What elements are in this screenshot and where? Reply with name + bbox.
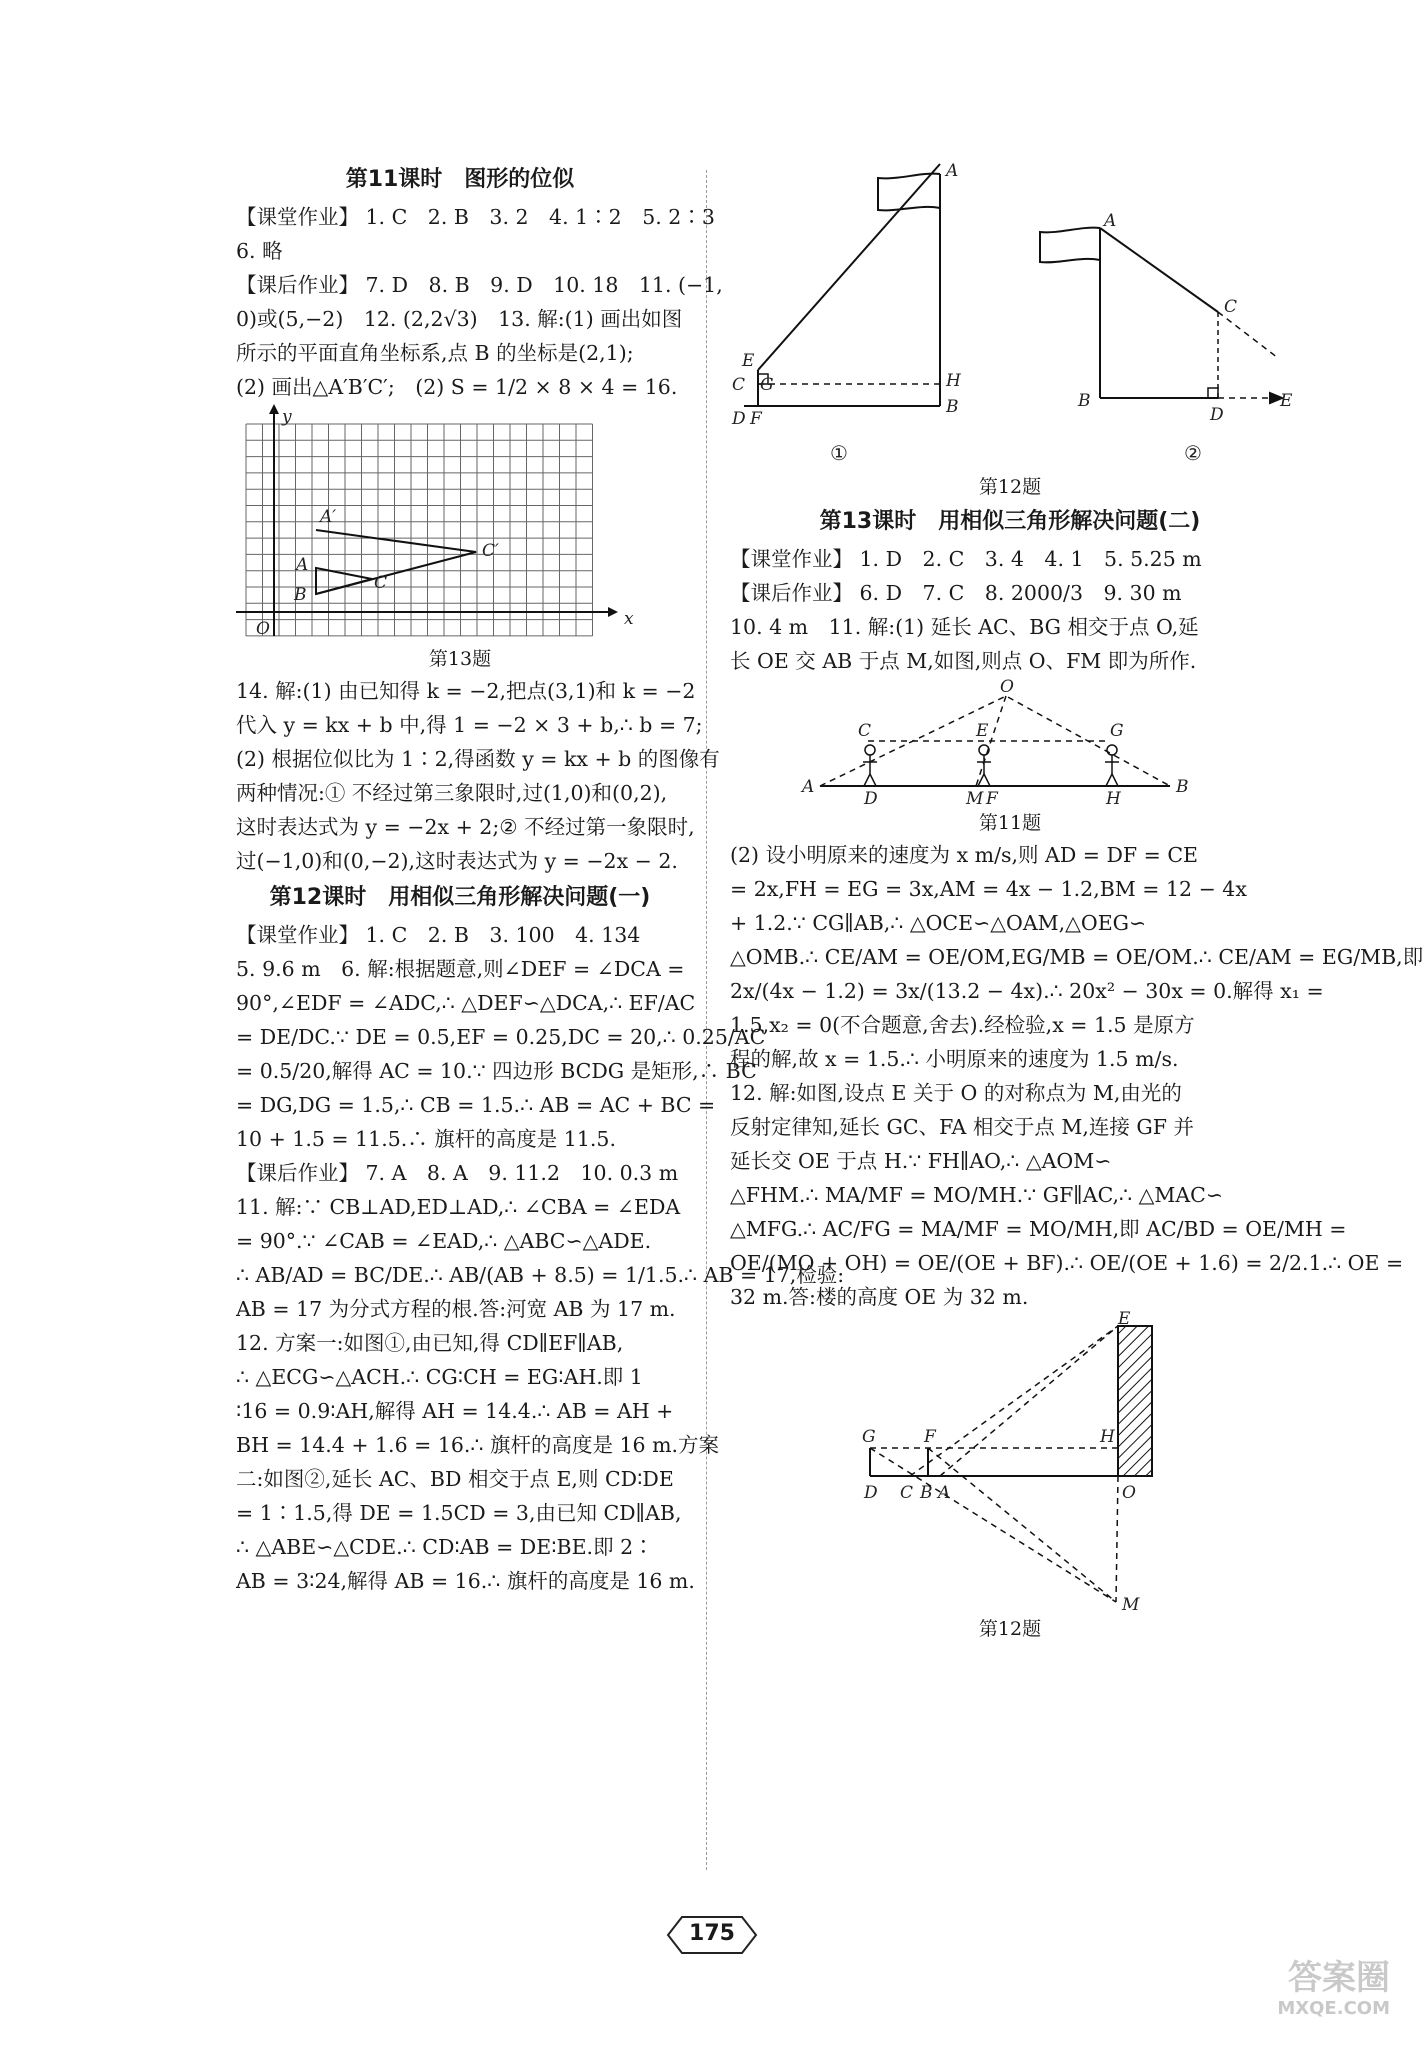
- right-angle-2: [1208, 388, 1218, 398]
- label-d: D: [864, 1483, 878, 1503]
- text-line: 90°,∠EDF = ∠ADC,∴ △DEF∽△DCA,∴ EF/AC: [236, 991, 696, 1015]
- label-o: O: [1122, 1483, 1136, 1503]
- figure-11-street-lamp: [730, 678, 1290, 808]
- label-e2: E: [1280, 391, 1293, 411]
- label-a: A: [946, 161, 959, 181]
- label-d: D: [732, 409, 746, 429]
- text-line: (2) 根据位似比为 1∶2,得函数 y = kx + b 的图像有: [236, 747, 720, 771]
- watermark-line1: 答案圈: [1288, 1958, 1390, 1998]
- label-fig-2: ②: [1184, 441, 1202, 465]
- label-a: A: [296, 555, 309, 575]
- text-line: 长 OE 交 AB 于点 M,如图,则点 O、FM 即为所作.: [730, 649, 1197, 673]
- label-b: B: [294, 585, 307, 605]
- label-g: G: [760, 375, 774, 395]
- dashed-line-ae: [940, 1326, 1118, 1476]
- text-line: 二:如图②,延长 AC、BD 相交于点 E,则 CD∶DE: [236, 1467, 674, 1491]
- text-line: 【课后作业】 7. D 8. B 9. D 10. 18 11. (−1,: [236, 273, 723, 297]
- label-c: C: [858, 721, 872, 741]
- text-line: = DG,DG = 1.5,∴ CB = 1.5.∴ AB = AC + BC =: [236, 1093, 716, 1117]
- text-line: 【课堂作业】 1. D 2. C 3. 4 4. 1 5. 5.25 m: [730, 547, 1202, 571]
- label-c: C: [900, 1483, 914, 1503]
- person-g-icon: [1105, 745, 1119, 786]
- dashed-line-gm: [870, 1448, 1116, 1602]
- person-c-icon: [863, 745, 877, 786]
- column-divider: [706, 170, 707, 1870]
- text-line: AB = 3∶24,解得 AB = 16.∴ 旗杆的高度是 16 m.: [236, 1569, 695, 1593]
- text-line: 12. 方案一:如图①,由已知,得 CD∥EF∥AB,: [236, 1331, 624, 1355]
- text-line: 【课堂作业】 1. C 2. B 3. 2 4. 1∶2 5. 2∶3: [236, 205, 715, 229]
- text-line: 【课后作业】 7. A 8. A 9. 11.2 10. 0.3 m: [236, 1161, 679, 1185]
- dashed-line-ce: [910, 1326, 1118, 1476]
- text-line: 这时表达式为 y = −2x + 2;② 不经过第一象限时,: [236, 815, 695, 839]
- label-h: H: [1106, 789, 1121, 809]
- label-m: M: [966, 789, 984, 809]
- text-line: 0)或(5,−2) 12. (2,2√3) 13. 解:(1) 画出如图: [236, 307, 683, 331]
- figure-caption: 第12题: [978, 1618, 1042, 1640]
- label-g: G: [862, 1427, 876, 1447]
- text-line: = DE/DC.∵ DE = 0.5,EF = 0.25,DC = 20,∴ 0.25/AC: [236, 1025, 766, 1049]
- text-line: (2) 画出△A′B′C′; (2) S = 1/2 × 8 × 4 = 16.: [236, 375, 678, 399]
- label-f: F: [986, 789, 998, 809]
- text-line: 反射定律知,延长 GC、FA 相交于点 M,连接 GF 并: [730, 1115, 1195, 1139]
- text-line: 2x/(4x − 1.2) = 3x/(13.2 − 4x).∴ 20x² − 30x = 0.解得 x₁ =: [730, 979, 1324, 1003]
- text-line: BH = 14.4 + 1.6 = 16.∴ 旗杆的高度是 16 m.方案: [236, 1433, 720, 1457]
- label-a: A: [938, 1483, 951, 1503]
- text-line: 32 m.答:楼的高度 OE 为 32 m.: [730, 1285, 1029, 1309]
- figure-caption: 第11题: [978, 812, 1042, 834]
- text-line: 5. 9.6 m 6. 解:根据题意,则∠DEF = ∠DCA =: [236, 957, 685, 981]
- figure-caption: 第12题: [978, 476, 1042, 498]
- text-line: = 1∶1.5,得 DE = 1.5CD = 3,由已知 CD∥AB,: [236, 1501, 682, 1525]
- page-number-text: 175: [689, 1921, 735, 1946]
- label-b2: B: [1078, 391, 1091, 411]
- text-line: ∴ △ECG∽△ACH.∴ CG∶CH = EG∶AH.即 1: [236, 1365, 643, 1389]
- text-line: 延长交 OE 于点 H.∵ FH∥AO,∴ △AOM∽: [730, 1149, 1112, 1173]
- building: [1118, 1326, 1152, 1476]
- label-g: G: [1110, 721, 1124, 741]
- label-c-prime: C′: [482, 541, 499, 561]
- right-column: [730, 160, 1424, 1644]
- label-b: B: [1176, 777, 1189, 797]
- text-line: △OMB.∴ CE/AM = OE/OM,EG/MB = OE/OM.∴ CE/AM = EG/MB,即: [730, 945, 1424, 969]
- text-line: 两种情况:① 不经过第三象限时,过(1,0)和(0,2),: [236, 781, 668, 805]
- flag-1-icon: [878, 174, 940, 211]
- dashed-extension-2: [1218, 312, 1278, 358]
- text-line: 程的解,故 x = 1.5.∴ 小明原来的速度为 1.5 m/s.: [730, 1047, 1179, 1071]
- text-line: 6. 略: [236, 239, 283, 263]
- watermark: [1160, 1958, 1390, 2020]
- figure-caption: 第13题: [428, 648, 492, 670]
- label-a-prime: A′: [320, 507, 337, 527]
- text-line: 1.5,x₂ = 0(不合题意,舍去).经检验,x = 1.5 是原方: [730, 1013, 1195, 1037]
- text-line: ∴ AB/AD = BC/DE.∴ AB/(AB + 8.5) = 1/1.5.∴ AB = 17,检验:: [236, 1263, 845, 1287]
- text-line: ∶16 = 0.9∶AH,解得 AH = 14.4.∴ AB = AH +: [236, 1399, 674, 1423]
- text-line: = 0.5/20,解得 AC = 10.∵ 四边形 BCDG 是矩形,∴ BC: [236, 1059, 757, 1083]
- text-line: = 90°.∵ ∠CAB = ∠EAD,∴ △ABC∽△ADE.: [236, 1229, 652, 1253]
- text-line: △MFG.∴ AC/FG = MA/MF = MO/MH,即 AC/BD = OE/MH =: [730, 1217, 1347, 1241]
- triangle-abc: [316, 568, 372, 594]
- label-f: F: [750, 409, 762, 429]
- text-line: = 2x,FH = EG = 3x,AM = 4x − 1.2,BM = 12 − 4x: [730, 877, 1247, 901]
- person-e-icon: [977, 745, 991, 786]
- label-x: x: [624, 609, 634, 629]
- label-m: M: [1122, 1595, 1140, 1615]
- dashed-line-fm: [928, 1448, 1116, 1602]
- label-c: C: [732, 375, 746, 395]
- text-line: 14. 解:(1) 由已知得 k = −2,把点(3,1)和 k = −2: [236, 679, 696, 703]
- text-line: 10. 4 m 11. 解:(1) 延长 AC、BG 相交于点 O,延: [730, 615, 1199, 639]
- section-heading: 第12课时 用相似三角形解决问题(一): [269, 885, 651, 910]
- section-heading: 第13课时 用相似三角形解决问题(二): [819, 509, 1201, 534]
- x-axis-arrow-icon: [608, 607, 618, 617]
- label-f: F: [924, 1427, 936, 1447]
- label-c2: C: [1224, 297, 1238, 317]
- text-line: 【课后作业】 6. D 7. C 8. 2000/3 9. 30 m: [730, 581, 1182, 605]
- label-c: C: [374, 573, 388, 593]
- label-e: E: [976, 721, 989, 741]
- label-a2: A: [1104, 211, 1117, 231]
- text-line: (2) 设小明原来的速度为 x m/s,则 AD = DF = CE: [730, 843, 1199, 867]
- text-line: + 1.2.∵ CG∥AB,∴ △OCE∽△OAM,△OEG∽: [730, 911, 1147, 935]
- text-line: 12. 解:如图,设点 E 关于 O 的对称点为 M,由光的: [730, 1081, 1182, 1105]
- text-line: 【课堂作业】 1. C 2. B 3. 100 4. 134: [236, 923, 641, 947]
- text-line: AB = 17 为分式方程的根.答:河宽 AB 为 17 m.: [236, 1297, 676, 1321]
- label-b: B: [946, 397, 959, 417]
- label-h: H: [1100, 1427, 1115, 1447]
- label-e: E: [1118, 1309, 1131, 1329]
- text-line: 10 + 1.5 = 11.5.∴ 旗杆的高度是 11.5.: [236, 1127, 616, 1151]
- text-line: 11. 解:∵ CB⊥AD,ED⊥AD,∴ ∠CBA = ∠EDA: [236, 1195, 681, 1219]
- section-heading: 第11课时 图形的位似: [345, 167, 575, 192]
- sight-line-1: [758, 164, 940, 370]
- sight-line-2: [1100, 228, 1218, 312]
- label-y: y: [282, 407, 292, 427]
- label-a: A: [802, 777, 815, 797]
- flag-2-icon: [1040, 228, 1100, 263]
- page-number: [666, 1915, 758, 1955]
- watermark-line2: MXQE.COM: [1277, 1998, 1390, 2019]
- text-line: ∴ △ABE∽△CDE.∴ CD∶AB = DE∶BE.即 2∶: [236, 1535, 654, 1559]
- text-line: △FHM.∴ MA/MF = MO/MH.∵ GF∥AC,∴ △MAC∽: [730, 1183, 1224, 1207]
- text-line: OE/(MO + OH) = OE/(OE + BF).∴ OE/(OE + 1.6) = 2/2.1.∴ OE =: [730, 1251, 1404, 1275]
- text-line: 所示的平面直角坐标系,点 B 的坐标是(2,1);: [236, 341, 634, 365]
- label-fig-1: ①: [830, 441, 848, 465]
- dashed-line-om: [1116, 1476, 1118, 1602]
- label-d2: D: [1210, 405, 1224, 425]
- figure-13-grid: [236, 404, 684, 644]
- left-column: [236, 160, 845, 1598]
- text-line: 代入 y = kx + b 中,得 1 = −2 × 3 + b,∴ b = 7;: [236, 713, 703, 737]
- label-e: E: [742, 351, 755, 371]
- text-line: 过(−1,0)和(0,−2),这时表达式为 y = −2x − 2.: [236, 849, 678, 873]
- label-h: H: [946, 371, 961, 391]
- figure-12-flagpole: [730, 160, 1293, 472]
- label-o: O: [1000, 677, 1014, 697]
- y-axis-arrow-icon: [269, 404, 279, 414]
- label-o: O: [256, 619, 270, 639]
- label-b: B: [920, 1483, 933, 1503]
- figure-12-building-mirror: [730, 1309, 1290, 1615]
- triangle-a-prime-c-prime: [316, 530, 476, 594]
- label-d: D: [864, 789, 878, 809]
